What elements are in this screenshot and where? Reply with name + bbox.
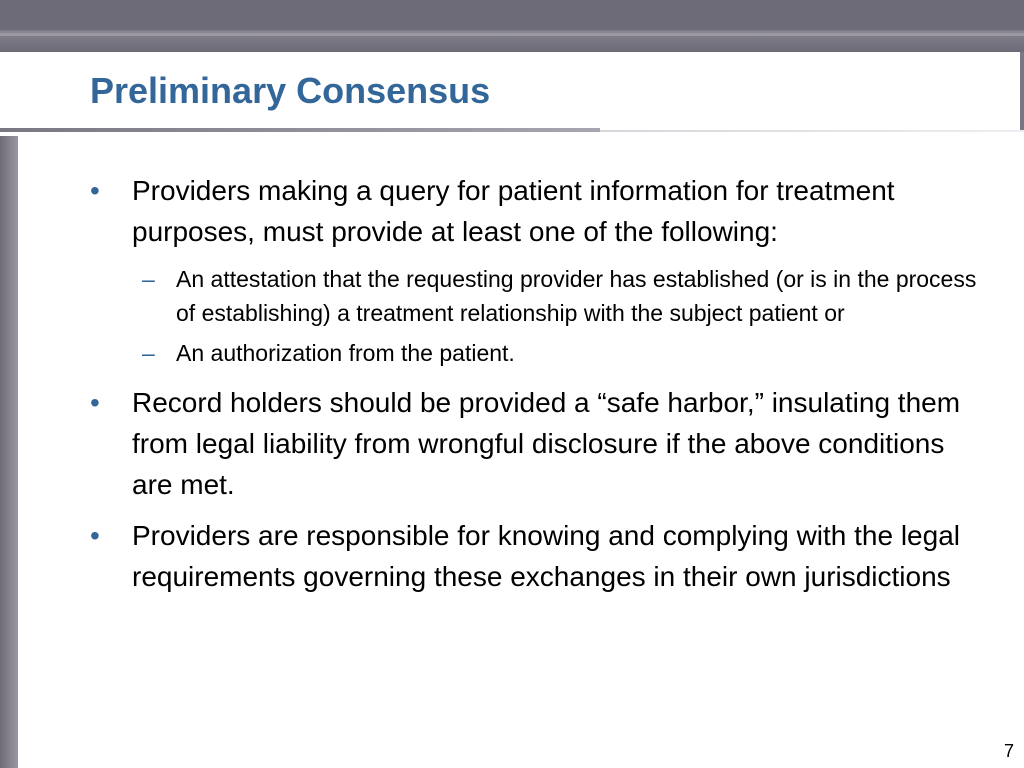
title-underline-fade [600, 130, 1024, 132]
slide-number: 7 [1003, 741, 1014, 761]
bullet-item [90, 515, 980, 597]
sub-bullet-text: An attestation that the requesting provider has established (or is in the process of establishing) a treatment relationship with the subject patient or [176, 266, 977, 326]
header-stripe [0, 33, 1024, 36]
bullet-text: Providers are responsible for knowing and complying with the legal requirements governing these exchanges in their own jurisdictions [132, 520, 960, 592]
bullet-icon: • [90, 520, 100, 551]
sub-bullet-item [90, 336, 980, 370]
bullet-icon: • [90, 175, 100, 206]
left-side-bar [0, 136, 18, 768]
dash-icon: – [142, 340, 155, 366]
sub-bullet-text: An authorization from the patient. [176, 340, 515, 366]
slide-title: Preliminary Consensus [90, 70, 491, 111]
sub-bullet-item [90, 262, 980, 330]
bullet-item [90, 170, 980, 252]
slide-content [90, 170, 980, 607]
bullet-item [90, 382, 980, 505]
dash-icon: – [142, 266, 155, 292]
bullet-text: Providers making a query for patient information for treatment purposes, must provide at least one of the following: [132, 175, 895, 247]
title-underline [0, 128, 600, 132]
bullet-text: Record holders should be provided a “safe harbor,” insulating them from legal liability from wrongful disclosure if the above conditions are met. [132, 387, 961, 500]
header-band [0, 0, 1024, 52]
bullet-icon: • [90, 387, 100, 418]
